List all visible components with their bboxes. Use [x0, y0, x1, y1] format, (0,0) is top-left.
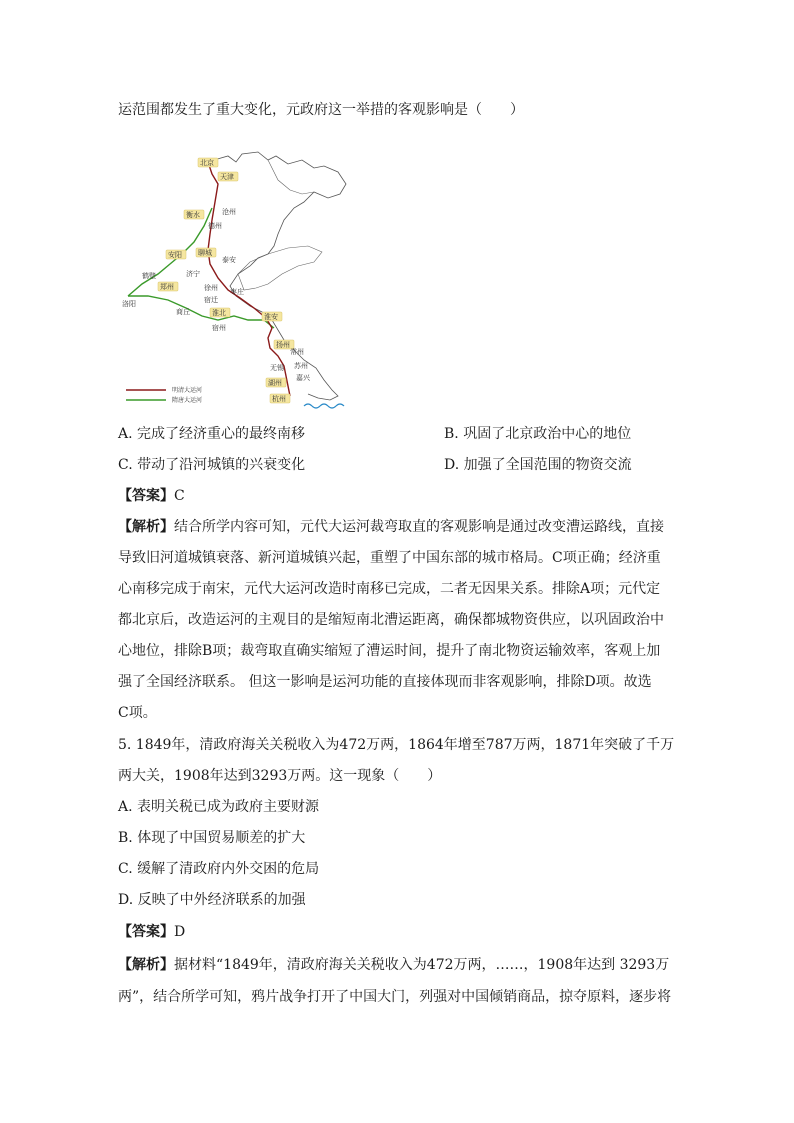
city-wuxi: 无锡	[270, 364, 284, 372]
city-huaibei: 淮北	[212, 309, 226, 317]
legend-sui-tang: 隋唐大运河	[172, 397, 203, 404]
city-zaozhuang: 枣庄	[230, 288, 244, 296]
city-jining: 济宁	[186, 270, 200, 278]
city-dezhou: 德州	[208, 222, 222, 230]
city-beijing: 北京	[200, 159, 214, 167]
q5-stem-line-2: 两大关，1908年达到3293万两。这一现象（ ）	[118, 768, 442, 784]
city-luoyang: 洛阳	[122, 300, 136, 308]
q5-option-c: C. 缓解了清政府内外交困的危局	[118, 861, 320, 877]
q4-option-d: D. 加强了全国范围的物资交流	[444, 457, 632, 473]
q5-analysis-text-1: 据材料“1849年，清政府海关关税收入为472万两，……，1908年达到 3293万	[174, 957, 670, 973]
city-huzhou: 湖州	[268, 379, 282, 387]
q4-analysis-line-4: 都北京后，改造运河的主观目的是缩短南北漕运距离，确保都城物资供应，以巩固政治中	[118, 612, 664, 628]
coastline	[214, 152, 346, 400]
sui-tang-canal-route-south	[128, 296, 274, 328]
q4-analysis-text-1: 结合所学内容可知，元代大运河裁弯取直的客观影响是通过改变漕运路线，直接	[174, 519, 664, 535]
city-cangzhou: 沧州	[222, 208, 236, 216]
q5-analysis-line-1	[118, 955, 669, 975]
city-taian: 泰安	[222, 256, 236, 264]
q5-analysis-line-2: 两”，结合所学可知，鸦片战争打开了中国大门，列强对中国倾销商品，掠夺原料，逐步将	[118, 989, 672, 1005]
q5-answer-value: D	[174, 924, 186, 940]
city-yangzhou: 扬州	[276, 341, 290, 349]
q4-option-c: C. 带动了沿河城镇的兴衰变化	[118, 457, 306, 473]
city-suzhou-anhui: 宿州	[212, 324, 226, 332]
city-suzhou: 苏州	[294, 362, 308, 370]
q4-analysis-line-7: C项。	[118, 705, 157, 721]
q4-analysis-line-5: 心地位，排除B项；裁弯取直确实缩短了漕运时间，提升了南北物资运输效率，客观上加	[118, 643, 661, 659]
hangzhou-bay	[304, 404, 344, 408]
liaodong-outline	[268, 160, 314, 194]
ming-qing-canal-route	[208, 162, 290, 396]
city-hengshui: 衡水	[186, 211, 200, 219]
q4-answer-label: 【答案】	[118, 488, 174, 504]
q5-option-a: A. 表明关税已成为政府主要财源	[118, 799, 320, 815]
city-shangqiu: 商丘	[176, 308, 190, 316]
city-suqian: 宿迁	[204, 296, 218, 304]
city-xuzhou: 徐州	[204, 284, 218, 292]
city-changzhou: 常州	[290, 348, 304, 356]
city-huaian: 淮安	[264, 313, 278, 321]
city-hangzhou: 杭州	[272, 395, 286, 403]
q4-option-b: B. 巩固了北京政治中心的地位	[444, 426, 632, 442]
q5-option-b: B. 体现了中国贸易顺差的扩大	[118, 830, 306, 846]
q5-option-d: D. 反映了中外经济联系的加强	[118, 892, 306, 908]
city-anyang: 安阳	[168, 251, 182, 259]
q5-answer-label: 【答案】	[118, 924, 174, 940]
legend-ming-qing: 明清大运河	[172, 387, 203, 394]
map-legend	[126, 386, 202, 404]
q4-answer	[118, 486, 185, 506]
city-tianjin: 天津	[220, 173, 234, 181]
q4-analysis-label: 【解析】	[118, 519, 174, 535]
city-zhengzhou: 郑州	[160, 283, 174, 291]
q4-analysis-line-1	[118, 517, 664, 537]
q4-stem-tail: 运范围都发生了重大变化，元政府这一举措的客观影响是（ ）	[118, 102, 524, 118]
grand-canal-map	[118, 150, 354, 412]
q4-analysis-line-2: 导致旧河道城镇衰落、新河道城镇兴起，重塑了中国东部的城市格局。C项正确；经济重	[118, 550, 661, 566]
q5-stem-line-1: 5. 1849年，清政府海关关税收入为472万两，1864年增至787万两，1871年突破了千万	[118, 737, 675, 753]
q5-answer	[118, 922, 185, 942]
shandong-peninsula	[238, 246, 322, 290]
q4-analysis-line-6: 强了全国经济联系。 但这一影响是运河功能的直接体现而非客观影响，排除D项。故选	[118, 674, 652, 690]
q4-option-a: A. 完成了经济重心的最终南移	[118, 426, 306, 442]
city-jiaxing: 嘉兴	[296, 374, 310, 382]
city-hebi: 鹤壁	[142, 272, 156, 280]
q5-analysis-label: 【解析】	[118, 957, 174, 973]
city-liaocheng: 聊城	[198, 249, 212, 257]
q4-analysis-line-3: 心南移完成于南宋，元代大运河改造时南移已完成，二者无因果关系。排除A项；元代定	[118, 581, 661, 597]
q4-answer-value: C	[174, 488, 185, 504]
